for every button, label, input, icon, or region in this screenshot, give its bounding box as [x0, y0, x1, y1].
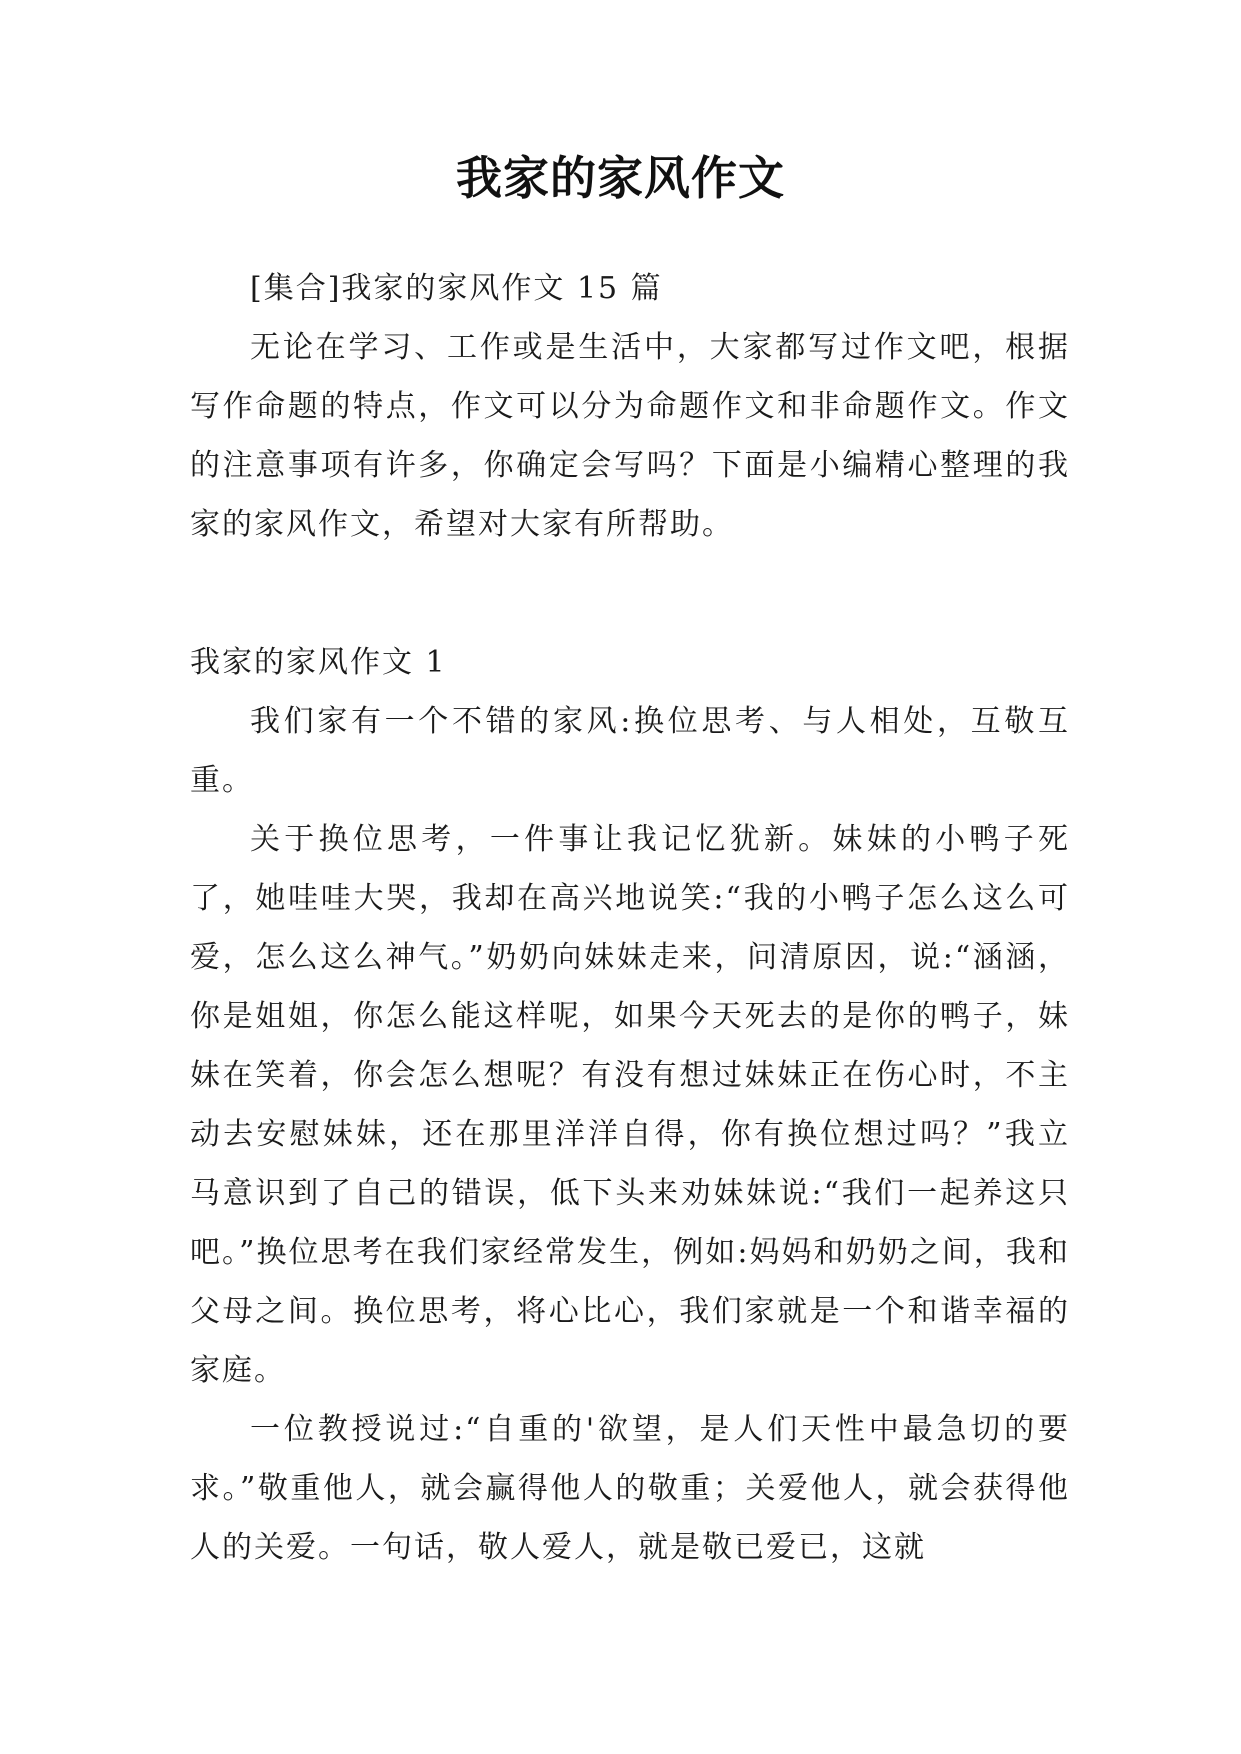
essay-1-heading: 我家的家风作文 1	[190, 645, 447, 680]
essay-1-body	[190, 692, 1070, 1577]
collection-heading: [集合]我家的家风作文 15 篇	[250, 271, 663, 306]
essay-paragraph: 我们家有一个不错的家风:换位思考、与人相处，互敬互重。	[190, 704, 1070, 798]
intro-paragraph: 无论在学习、工作或是生活中，大家都写过作文吧，根据写作命题的特点，作文可以分为命题作文和非命题作文。作文的注意事项有许多，你确定会写吗？下面是小编精心整理的我家的家风作文，希望对大家有所帮助。	[190, 330, 1070, 542]
essay-paragraph: 关于换位思考，一件事让我记忆犹新。妹妹的小鸭子死了，她哇哇大哭，我却在高兴地说笑:“我的小鸭子怎么这么可爱，怎么这么神气。”奶奶向妹妹走来，问清原因，说:“涵涵，你是姐姐，你怎么能这样呢，如果今天死去的是你的鸭子，妹妹在笑着，你会怎么想呢？有没有想过妹妹正在伤心时，不主动去安慰妹妹，还在那里洋洋自得，你有换位想过吗？”我立马意识到了自己的错误，低下头来劝妹妹说:“我们一起养这只吧。”换位思考在我们家经常发生，例如:妈妈和奶奶之间，我和父母之间。换位思考，将心比心，我们家就是一个和谐幸福的家庭。	[190, 822, 1070, 1388]
document-title: 我家的家风作文	[456, 151, 785, 205]
intro-block	[190, 259, 1070, 554]
essay-paragraph: 一位教授说过:“自重的'欲望，是人们天性中最急切的要求。”敬重他人，就会赢得他人的敬重；关爱他人，就会获得他人的关爱。一句话，敬人爱人，就是敬已爱已，这就	[190, 1412, 1070, 1565]
